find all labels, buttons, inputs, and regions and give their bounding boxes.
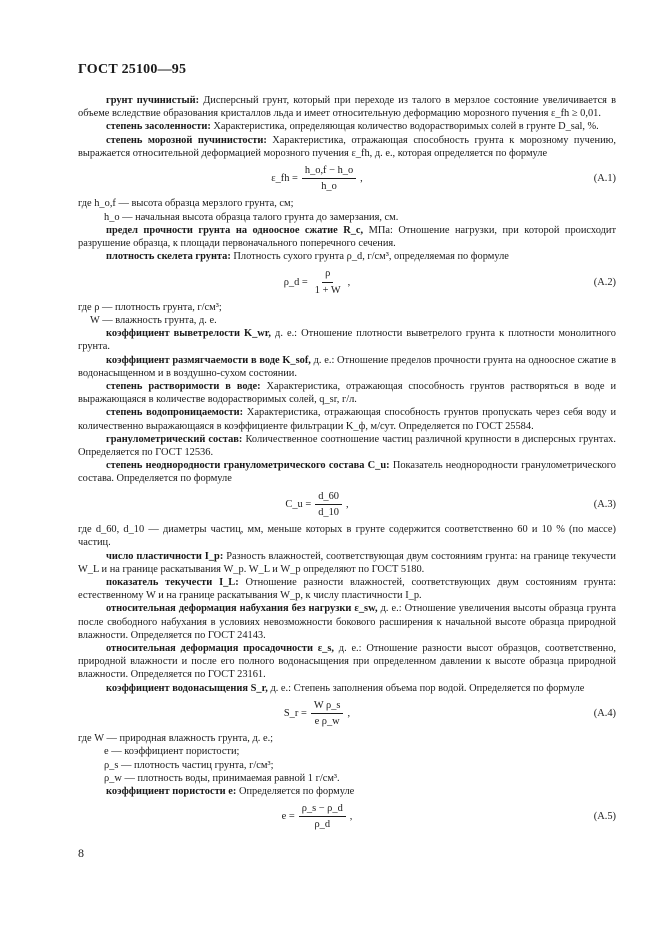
definition-paragraph (78, 406, 616, 432)
equation-lhs: e = (281, 811, 295, 823)
where-line: e — коэффициент пористости; (104, 746, 240, 758)
where-line: h_o — начальная высота образца талого грунта до замерзания, см. (104, 211, 399, 223)
definition-text: д. е.: Степень заполнения объема пор водой. Определяется по формуле (267, 682, 585, 694)
definition-text: Плотность сухого грунта ρ_d, г/см³, определяемая по формуле (230, 251, 509, 263)
equation-number: (А.1) (593, 173, 616, 185)
where-line: где d_60, d_10 — диаметры частиц, мм, меньше которых в грунте содержится соответственно 60 и 10 % (по массе) частиц. (78, 524, 616, 549)
equation-numerator: ρ (322, 267, 333, 282)
definition-paragraph (78, 459, 616, 485)
equation-tail: , (347, 276, 351, 288)
equation-a1 (78, 164, 616, 193)
definition-paragraph (78, 602, 616, 642)
definition-text: Характеристика, отражающая способность грунтов растворяться в воде и выражающаяся в количестве водорастворимых солей, q_sr, г/л. (78, 381, 617, 406)
equation-denominator: 1 + W (314, 284, 341, 296)
equation-denominator: ρ_d (314, 819, 331, 831)
definition-paragraph (78, 250, 616, 263)
document-body (78, 94, 616, 836)
term: степень засоленности: (106, 121, 211, 133)
term: показатель текучести I_L: (106, 576, 239, 588)
equation-tail: , (347, 707, 351, 719)
equation-lhs: ε_fh = (271, 173, 298, 185)
equation-number: (А.4) (593, 707, 616, 719)
equation-a2 (78, 267, 616, 296)
definition-paragraph (78, 327, 616, 353)
term: коэффициент водонасыщения S_r, (106, 682, 268, 694)
page-header-title: ГОСТ 25100—95 (78, 62, 187, 77)
equation-lhs: C_u = (285, 498, 312, 510)
where-line: ρ_w — плотность воды, принимаемая равной 1 г/см³. (104, 772, 340, 784)
definition-text: Разность влажностей, соответствующая двум состояниям грунта: на границе текучести W_L и на границе раскатывания W_p. W_L и W_p определяют по ГОСТ 5180. (78, 550, 616, 575)
definition-text: Показатель неоднородности гранулометрического состава. Определяется по формуле (78, 460, 616, 485)
definition-text: Дисперсный грунт, который при переходе из талого в мерзлое состояние увеличивается в объеме вследствие образования кристаллов льда и имеет относительную деформацию морозного пучения ε_fh ≥ 0,01. (78, 95, 616, 120)
definition-text: Количественное соотношение частиц различной крупности в дисперсных грунтах. Определяется по ГОСТ 12536. (78, 433, 616, 459)
equation-numerator: h_o,f − h_o (302, 164, 356, 179)
definition-paragraph (78, 134, 616, 160)
equation-tail: , (360, 173, 363, 185)
equation-a5 (78, 802, 616, 831)
term: относительная деформация набухания без нагрузки ε_sw, (106, 603, 378, 615)
definition-paragraph (78, 433, 616, 459)
definition-text: Характеристика, определяющая количество водорастворимых солей в грунте D_sal, %. (210, 121, 599, 133)
term: коэффициент выветрелости K_wr, (106, 328, 272, 340)
equation-denominator: e ρ_w (314, 715, 340, 727)
equation-tail: , (349, 811, 353, 823)
equation-denominator: h_o (321, 181, 337, 193)
definition-text: д. е.: Отношение плотности выветрелого грунта к плотности монолитного грунта. (78, 328, 616, 353)
equation-number: (А.3) (593, 498, 616, 510)
definition-paragraph (78, 682, 616, 695)
definition-text: Характеристика, отражающая способность грунтов пропускать через себя воду и количественно выражающаяся в коэффициенте фильтрации K_ф, м/сут. Определяется по ГОСТ 25584. (78, 407, 617, 432)
term: гранулометрический состав: (106, 433, 243, 445)
term: предел прочности грунта на одноосное сжатие R_c, (106, 224, 364, 236)
definition-text: Характеристика, отражающая способность грунта к морозному пучению, выражается относительной деформацией морозного пучения ε_fh, д. е., которая определяется по формуле (78, 134, 616, 159)
equation-numerator: W ρ_s (311, 699, 344, 714)
equation-number: (А.2) (593, 276, 616, 288)
definition-paragraph (78, 642, 616, 682)
definition-text: МПа: Отношение нагрузки, при которой происходит разрушение образца, к площади первоначального поперечного сечения. (78, 224, 616, 250)
equation-number: (А.5) (593, 811, 616, 823)
definition-paragraph (78, 550, 616, 576)
where-line: ρ_s — плотность частиц грунта, г/см³; (104, 759, 274, 771)
definition-text: д. е.: Отношение разности высот образцов, соответственно, природной влажности и после его полного водонасыщения при определенном давлении к высоте образца природной влажности. Определяется по ГОСТ 23161. (78, 642, 616, 681)
equation-numerator: ρ_s − ρ_d (299, 802, 346, 817)
term: степень растворимости в воде: (106, 381, 261, 393)
where-line: где ρ — плотность грунта, г/см³; (78, 301, 222, 313)
definition-paragraph (78, 785, 616, 798)
where-line: где h_o,f — высота образца мерзлого грунта, см; (78, 198, 294, 210)
where-line: W — влажность грунта, д. е. (90, 315, 217, 327)
definition-text: д. е.: Отношение пределов прочности грунта на одноосное сжатие в водонасыщенном и в воздушно-сухом состоянии. (78, 354, 617, 379)
term: грунт пучинистый: (106, 95, 200, 106)
page-number: 8 (78, 846, 84, 860)
definition-text: Отношение разности влажностей, соответствующих двум состояниям грунта: естественному W и на границе раскатывания W_p, к числу пластичности I_p. (78, 576, 616, 602)
term: степень водопроницаемости: (106, 407, 244, 419)
definition-paragraph (78, 224, 616, 250)
term: степень неоднородности гранулометрического состава C_u: (106, 460, 390, 472)
definition-paragraph (78, 380, 616, 406)
equation-lhs: S_r = (283, 707, 307, 719)
equation-a3 (78, 490, 616, 519)
term: коэффициент размягчаемости в воде K_sof, (106, 354, 311, 366)
equation-lhs: ρ_d = (283, 276, 308, 288)
definition-text: Определяется по формуле (236, 785, 355, 797)
definition-paragraph (78, 576, 616, 602)
where-line: где W — природная влажность грунта, д. е.; (78, 733, 274, 745)
term: число пластичности I_p: (106, 550, 224, 562)
definition-paragraph (78, 120, 616, 133)
term: относительная деформация просадочности ε_s, (106, 642, 335, 654)
equation-tail: , (345, 498, 349, 510)
equation-denominator: d_10 (318, 506, 339, 518)
definition-text: д. е.: Отношение увеличения высоты образца грунта после свободного набухания в условиях невозможности бокового расширения к начальной высоте образца природной влажности. Определяется по ГОСТ 24143. (78, 603, 616, 641)
definition-paragraph (78, 94, 616, 120)
term: коэффициент пористости e: (106, 785, 237, 797)
equation-a4 (78, 699, 616, 728)
term: плотность скелета грунта: (106, 251, 231, 263)
equation-numerator: d_60 (315, 490, 342, 505)
term: степень морозной пучинистости: (106, 134, 267, 146)
definition-paragraph (78, 354, 616, 380)
